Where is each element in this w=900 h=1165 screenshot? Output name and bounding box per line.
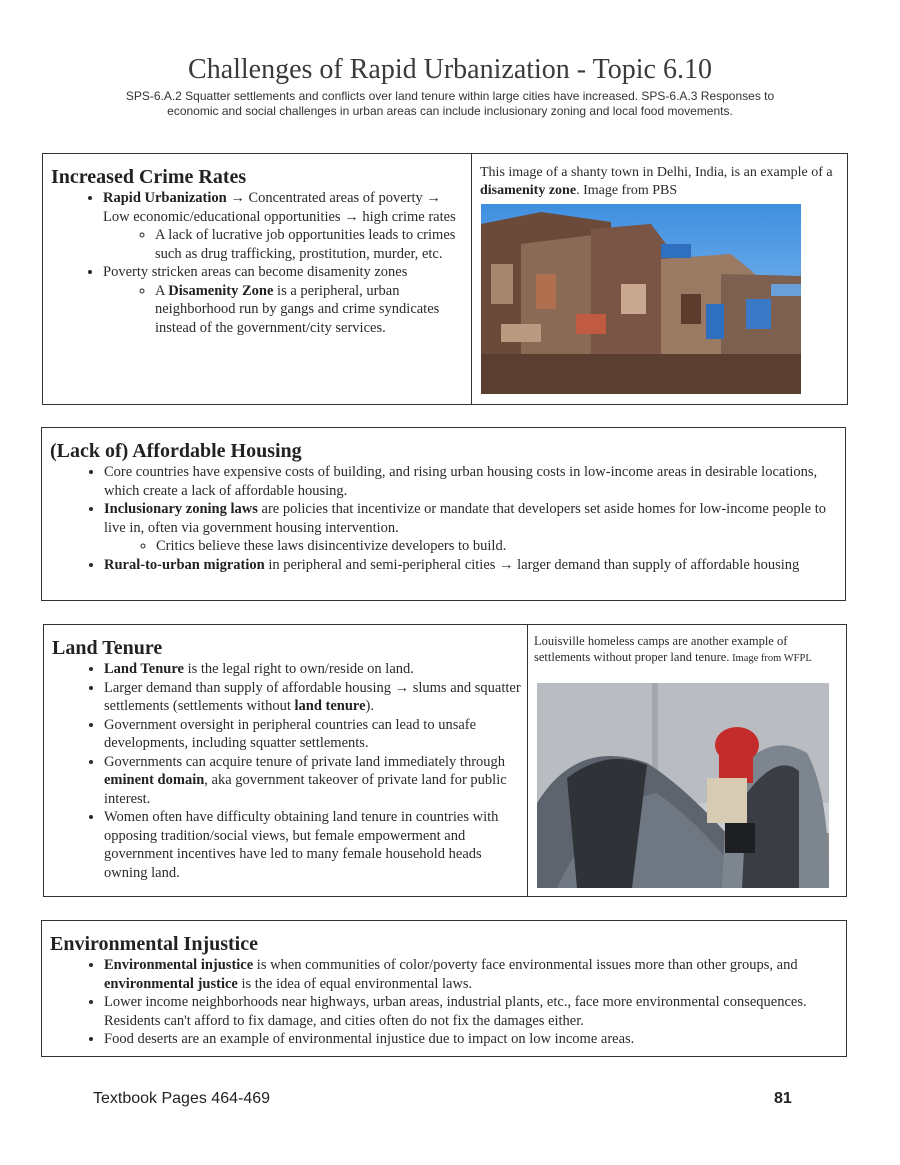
land-text bbox=[52, 637, 522, 882]
housing-heading: (Lack of) Affordable Housing bbox=[50, 440, 302, 462]
env-bullet-1-mid: is when communities of color/poverty face environmental issues more than other groups, and bbox=[253, 957, 798, 973]
env-injustice-term: Environmental injustice bbox=[104, 957, 254, 973]
crime-sub-pre: A bbox=[155, 282, 169, 299]
land-bullet-1-text: is the legal right to own/reside on land. bbox=[183, 661, 414, 677]
land-bullet-2-pre: Larger demand than supply of affordable housing → slums and squatter settlements (settlements without bbox=[104, 679, 521, 714]
list-item bbox=[104, 660, 522, 679]
crime-sub-bullet-1: ◦ A lack of lucrative job opportunities leads to crimes such as drug trafficking, prostitution, murder, etc. bbox=[155, 226, 471, 263]
list-item bbox=[104, 679, 522, 716]
list-item bbox=[104, 500, 840, 556]
rapid-urbanization-term: Rapid Urbanization bbox=[103, 190, 227, 206]
env-justice-term: environmental justice bbox=[104, 975, 238, 992]
crime-sub-bullet-2 bbox=[155, 282, 471, 338]
env-text bbox=[50, 933, 840, 1049]
list-item bbox=[103, 189, 471, 263]
shanty-town-image bbox=[481, 204, 801, 394]
disamenity-zone-term: Disamenity Zone bbox=[168, 282, 274, 299]
list-item: • Lower income neighborhoods near highways, urban areas, industrial plants, etc., face more environmental consequences. Residents can't afford to fix damage, and cities often do not fix the damages either. bbox=[104, 993, 840, 1030]
crime-bullet-2-text: Poverty stricken areas can become disamenity zones bbox=[103, 264, 408, 280]
homeless-camp-image bbox=[537, 683, 829, 888]
list-item bbox=[103, 263, 471, 337]
crime-divider bbox=[471, 154, 472, 404]
crime-caption bbox=[480, 164, 840, 200]
crime-heading: Increased Crime Rates bbox=[51, 166, 247, 188]
housing-bullet-2-text: are policies that incentivize or mandate that developers set aside homes for low-income people to live in, often via government housing intervention. bbox=[104, 501, 827, 536]
housing-text bbox=[50, 440, 840, 574]
land-tenure-section bbox=[43, 624, 847, 897]
housing-sub-bullet: ◦ Critics believe these laws disincentivize developers to build. bbox=[156, 537, 840, 556]
crime-caption-bold: disamenity zone bbox=[480, 183, 577, 198]
list-item: • Women often have difficulty obtaining land tenure in countries with opposing tradition/social views, but female empowerment and government incentives have led to many female household heads owning land. bbox=[104, 808, 522, 882]
land-tenure-term: Land Tenure bbox=[104, 661, 184, 677]
land-caption bbox=[534, 633, 839, 667]
crime-caption-post: . Image from PBS bbox=[576, 183, 678, 198]
land-divider bbox=[527, 625, 528, 896]
crime-bullet-1-text: → Concentrated areas of poverty → Low economic/educational opportunities → high crime rates bbox=[103, 190, 456, 225]
list-item bbox=[104, 956, 840, 993]
textbook-pages: Textbook Pages 464-469 bbox=[93, 1090, 271, 1107]
housing-section bbox=[41, 427, 846, 601]
land-bullet-2-bold: land tenure bbox=[294, 698, 366, 714]
env-bullet-1-post: is the idea of equal environmental laws. bbox=[237, 975, 473, 992]
crime-section bbox=[42, 153, 848, 405]
crime-caption-pre: This image of a shanty town in Delhi, India, is an example of a bbox=[480, 165, 833, 180]
page-title: Challenges of Rapid Urbanization - Topic 6.10 bbox=[188, 54, 712, 85]
list-item: • Core countries have expensive costs of building, and rising urban housing costs in low-income areas in desirable locations, which create a lack of affordable housing. bbox=[104, 463, 840, 500]
eminent-domain-term: eminent domain bbox=[104, 772, 205, 788]
land-bullet-4-pre: Governments can acquire tenure of private land immediately through bbox=[104, 753, 506, 770]
crime-sub-text: is a peripheral, urban neighborhood run by gangs and crime syndicates instead of the government/city services. bbox=[155, 282, 440, 336]
housing-bullet-3-text: in peripheral and semi-peripheral cities → larger demand than supply of affordable housing bbox=[264, 556, 800, 573]
rural-urban-migration-term: Rural-to-urban migration bbox=[104, 556, 265, 573]
env-heading: Environmental Injustice bbox=[50, 933, 258, 955]
shanty-town-photo bbox=[481, 204, 801, 394]
land-caption-main: Louisville homeless camps are another example of settlements without proper land tenure. bbox=[534, 634, 788, 664]
list-item bbox=[104, 753, 522, 809]
land-caption-small: Image from WFPL bbox=[729, 653, 812, 664]
environmental-section bbox=[41, 920, 847, 1057]
list-item: • Food deserts are an example of environmental injustice due to impact on low income areas. bbox=[104, 1030, 840, 1049]
land-bullet-4-post: , aka government takeover of private land for public interest. bbox=[104, 772, 507, 807]
crime-text bbox=[51, 166, 471, 337]
land-bullet-2-post: ). bbox=[365, 698, 374, 714]
page-subtitle: SPS-6.A.2 Squatter settlements and conflicts over land tenure within large cities have increased. SPS-6.A.3 Responses to economic and social challenges in urban areas can include inclusionary zoning and local food movements. bbox=[125, 89, 775, 118]
page-number: 81 bbox=[774, 1090, 792, 1107]
list-item: • Government oversight in peripheral countries can lead to unsafe developments, including squatter settlements. bbox=[104, 716, 522, 753]
homeless-camp-photo bbox=[537, 683, 829, 888]
land-heading: Land Tenure bbox=[52, 637, 163, 659]
inclusionary-zoning-term: Inclusionary zoning laws bbox=[104, 501, 258, 517]
list-item bbox=[104, 556, 840, 575]
